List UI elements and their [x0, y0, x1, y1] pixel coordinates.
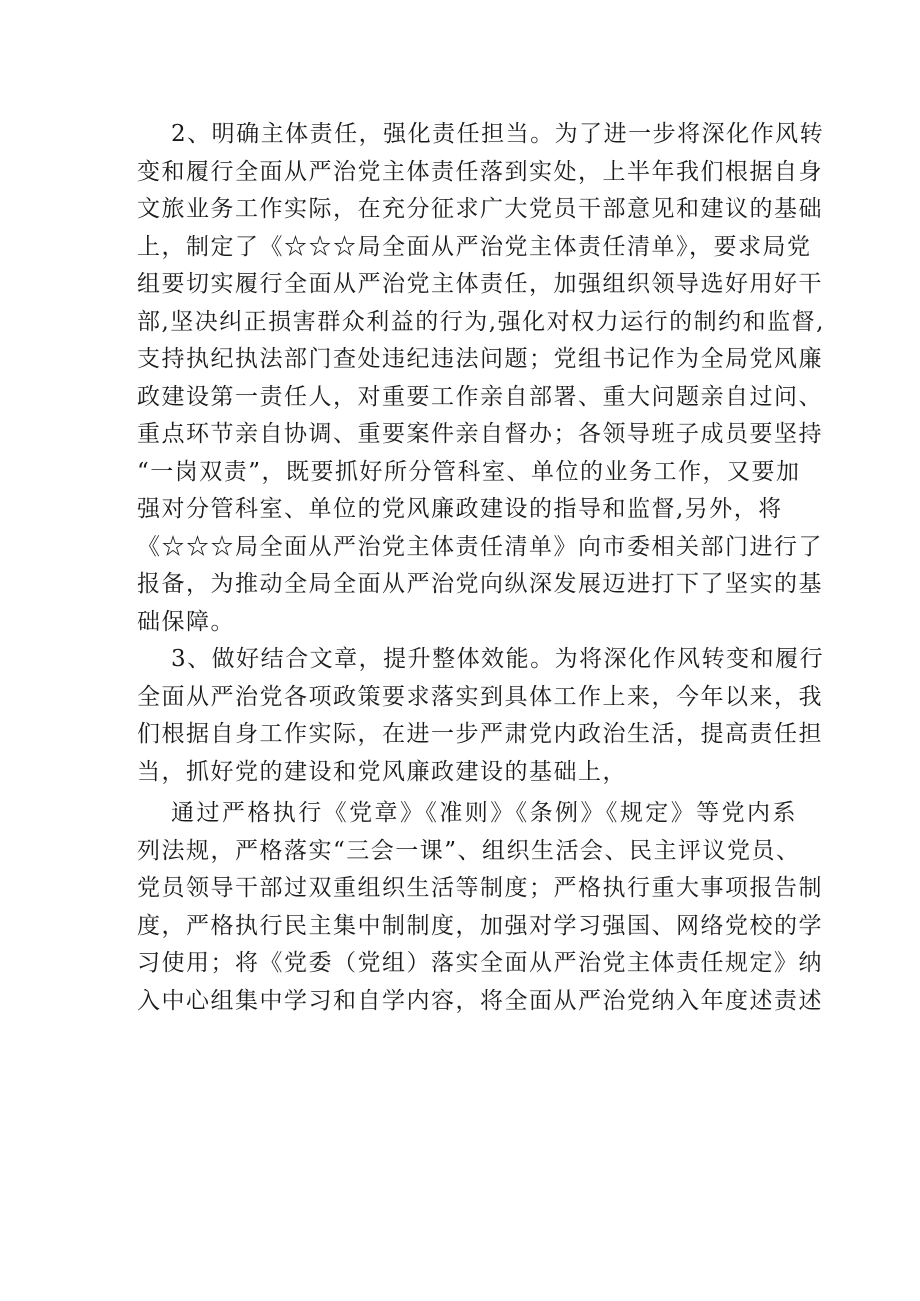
text-line: 全面从严治党各项政策要求落实到具体工作上来，今年以来，我 [137, 683, 823, 710]
text-line: 通过严格执行《党章》《准则》《条例》《规定》等党内系 [171, 800, 797, 826]
text-line: 强对分管科室、单位的党风廉政建设的指导和监督,另外，将 [137, 496, 783, 522]
text-line: 2、明确主体责任，强化责任担当。为了进一步将深化作风转 [171, 121, 825, 147]
text-line: 3、做好结合文章，提升整体效能。为将深化作风转变和履行 [171, 646, 825, 672]
text-line: 重点环节亲自协调、重要案件亲自督办；各领导班子成员要坚持 [137, 421, 823, 447]
document-body [137, 116, 825, 1020]
text-line: 报备，为推动全局全面从严治党向纵深发展迈进打下了坚实的基 [137, 571, 823, 597]
text-line: 上，制定了《☆☆☆局全面从严治党主体责任清单》，要求局党 [137, 233, 812, 260]
paragraph-3-integration [137, 641, 825, 791]
text-line: 党员领导干部过双重组织生活等制度；严格执行重大事项报告制 [137, 875, 823, 901]
paragraph-2-responsibility [137, 116, 825, 641]
text-line: 部,坚决纠正损害群众利益的行为,强化对权力运行的制约和监督, [137, 308, 825, 335]
text-line: 础保障。 [137, 608, 235, 635]
text-line: 列法规，严格落实“三会一课”、组织生活会、民主评议党员、 [137, 837, 801, 864]
text-line: 组要切实履行全面从严治党主体责任，加强组织领导选好用好干 [137, 271, 823, 297]
text-line: 变和履行全面从严治党主体责任落到实处，上半年我们根据自身 [137, 158, 823, 185]
text-line: 文旅业务工作实际，在充分征求广大党员干部意见和建议的基础 [137, 196, 823, 222]
paragraph-regulations [137, 795, 823, 1020]
text-line: 入中心组集中学习和自学内容，将全面从严治党纳入年度述责述 [137, 987, 823, 1014]
text-line: 《☆☆☆局全面从严治党主体责任清单》向市委相关部门进行了 [137, 533, 823, 560]
text-line: 们根据自身工作实际，在进一步严肃党内政治生活，提高责任担 [137, 721, 823, 747]
text-line: 习使用；将《党委（党组）落实全面从严治党主体责任规定》纳 [137, 950, 823, 976]
text-line: 支持执纪执法部门查处违纪违法问题；党组书记作为全局党风廉 [137, 346, 823, 372]
text-line: 度，严格执行民主集中制制度，加强对学习强国、网络党校的学 [137, 912, 823, 939]
text-line: 政建设第一责任人，对重要工作亲自部署、重大问题亲自过问、 [137, 383, 823, 410]
text-line: “一岗双责”，既要抓好所分管科室、单位的业务工作，又要加 [137, 458, 801, 485]
text-line: 当，抓好党的建设和党风廉政建设的基础上， [137, 758, 627, 785]
